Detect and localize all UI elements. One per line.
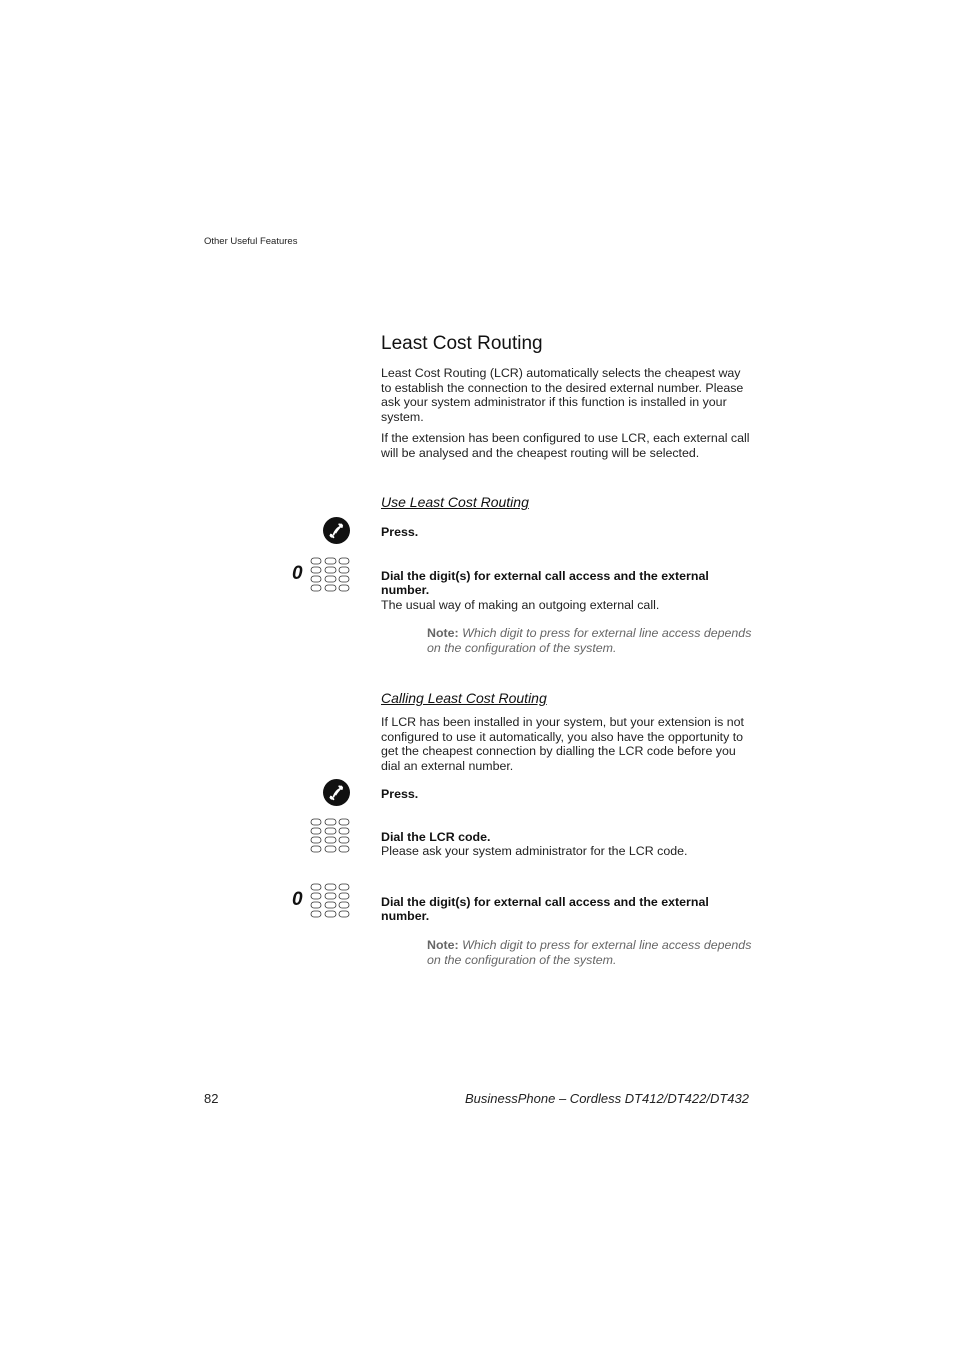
step-press	[381, 525, 751, 539]
page-title: Least Cost Routing	[381, 333, 543, 354]
keypad-icon	[310, 883, 352, 918]
step-detail: The usual way of making an outgoing external call.	[381, 597, 660, 612]
step-dial-external	[381, 895, 751, 924]
step-action: Press.	[381, 787, 419, 801]
step-action: Dial the digit(s) for external call access and the external number.	[381, 895, 709, 924]
keypad-icon	[310, 818, 352, 853]
note	[427, 938, 757, 968]
handset-icon	[323, 779, 350, 806]
step-action: Dial the digit(s) for external call access and the external number.	[381, 569, 709, 598]
section-heading-calling-lcr: Calling Least Cost Routing	[381, 690, 547, 706]
step-press	[381, 787, 751, 801]
running-header: Other Useful Features	[204, 236, 298, 247]
digit-zero: 0	[292, 889, 303, 910]
section2-intro: If LCR has been installed in your system, but your extension is not configured to use it automatically, you also have the opportunity to get the cheapest connection by dialling the LCR code before you dial an external number.	[381, 715, 744, 773]
page-number: 82	[204, 1091, 219, 1106]
note-label: Note:	[427, 626, 459, 640]
digit-zero: 0	[292, 563, 303, 584]
step-action: Press.	[381, 525, 419, 539]
handset-icon	[323, 517, 350, 544]
keypad-icon	[310, 557, 352, 592]
note-text: Which digit to press for external line access depends on the configuration of the system.	[427, 626, 752, 655]
step-dial-lcr-code	[381, 830, 751, 859]
step-dial-external	[381, 569, 751, 612]
product-title: BusinessPhone – Cordless DT412/DT422/DT432	[465, 1091, 749, 1106]
section-heading-use-lcr: Use Least Cost Routing	[381, 494, 529, 510]
note-label: Note:	[427, 938, 459, 952]
note-text: Which digit to press for external line access depends on the configuration of the system.	[427, 938, 752, 967]
step-action: Dial the LCR code.	[381, 830, 491, 844]
step-detail: Please ask your system administrator for the LCR code.	[381, 844, 688, 859]
note	[427, 626, 757, 656]
intro-paragraph-1: Least Cost Routing (LCR) automatically selects the cheapest way to establish the connection to the desired external number. Please ask your system administrator if this function is installed in your system.	[381, 366, 744, 424]
intro-paragraph-2: If the extension has been configured to use LCR, each external call will be analysed and the cheapest routing will be selected.	[381, 431, 750, 460]
